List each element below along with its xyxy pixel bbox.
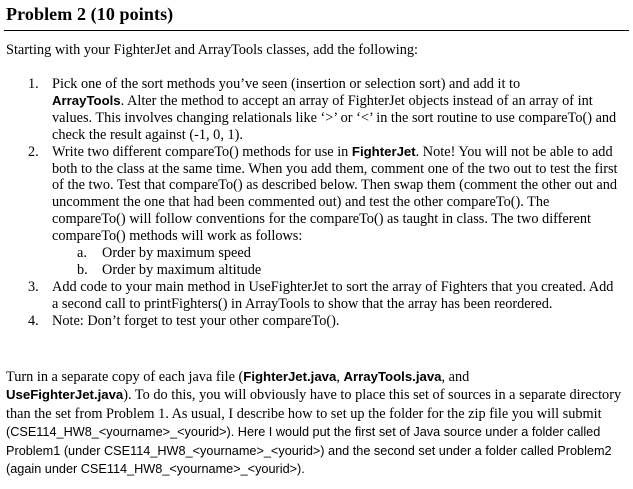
task-list bbox=[28, 76, 623, 330]
task-number: 4. bbox=[28, 312, 39, 329]
turnin-text: , bbox=[336, 369, 344, 385]
sub-list bbox=[52, 245, 623, 279]
task-number: 2. bbox=[28, 143, 39, 160]
file-name-usefighterjet: UseFighterJet.java bbox=[6, 387, 124, 403]
file-name-fighterjet: FighterJet.java bbox=[243, 369, 337, 384]
turnin-text: ). To do this, you will obviously have to place this set of sources in a separate directory than the set from Problem 1. As usual, I describe how to set up the folder for the zip file you will submit bbox=[6, 387, 622, 422]
task-text: Note: Don’t forget to test your other compareTo(). bbox=[52, 312, 340, 329]
sub-letter: b. bbox=[77, 261, 88, 278]
task-item-3 bbox=[28, 279, 623, 313]
task-number: 3. bbox=[28, 278, 39, 295]
sub-text: Order by maximum altitude bbox=[102, 261, 262, 278]
class-name-arraytools: ArrayTools bbox=[52, 92, 121, 108]
class-name-fighterjet: FighterJet bbox=[351, 143, 416, 159]
task-text: . Note! You will not be able to add both to the class at the same time. When you add them, comment one of the two out to test the first of the two. Test that compareTo() as described below. Then swap them (comment the other out and uncomment the one that had been commented out) and test the other compareTo(). The compareTo() will follow conventions for the compareTo() as taught in class. The two different compareTo() methods will work as follows: bbox=[52, 143, 618, 245]
task-text: . Alter the method to accept an array of FighterJet objects instead of an array of int values. This involves changing relationals like ‘>’ or ‘<’ in the sort routine to use compareTo() and check the result against (-1, 0, 1). bbox=[52, 92, 617, 143]
task-text: Write two different compareTo() methods for use in bbox=[52, 143, 349, 160]
sub-text: Order by maximum speed bbox=[102, 245, 251, 262]
task-item-2 bbox=[28, 144, 623, 279]
title-divider bbox=[4, 30, 629, 31]
turnin-text: , and bbox=[441, 369, 470, 385]
sub-letter: a. bbox=[77, 245, 87, 262]
task-item-1 bbox=[28, 76, 623, 144]
sub-item-b bbox=[52, 262, 623, 279]
task-number: 1. bbox=[28, 76, 39, 92]
intro-paragraph: Starting with your FighterJet and ArrayTools classes, add the following: bbox=[6, 42, 418, 58]
turn-in-paragraph bbox=[6, 368, 624, 478]
turnin-text: Turn in a separate copy of each java file ( bbox=[6, 369, 244, 385]
turnin-text-sans: (CSE114_HW8_<yourname>_<yourid>). Here I would put the first set of Java source under a folder called Problem1 (under CSE114_HW8_<yourname>_<yourid>) and the second set under a folder called Problem2 (again under CSE114_HW8_<yourname>_<yourid>). bbox=[6, 425, 612, 477]
problem-title: Problem 2 (10 points) bbox=[6, 4, 174, 24]
file-name-arraytools: ArrayTools.java bbox=[343, 369, 442, 384]
task-item-4 bbox=[28, 313, 623, 330]
sub-item-a bbox=[52, 245, 623, 262]
task-text: Add code to your main method in UseFighterJet to sort the array of Fighters that you created. Add a second call to printFighters() in ArrayTools to show that the array has been reordered. bbox=[52, 278, 614, 312]
task-text: Pick one of the sort methods you’ve seen (insertion or selection sort) and add it to bbox=[52, 76, 521, 92]
